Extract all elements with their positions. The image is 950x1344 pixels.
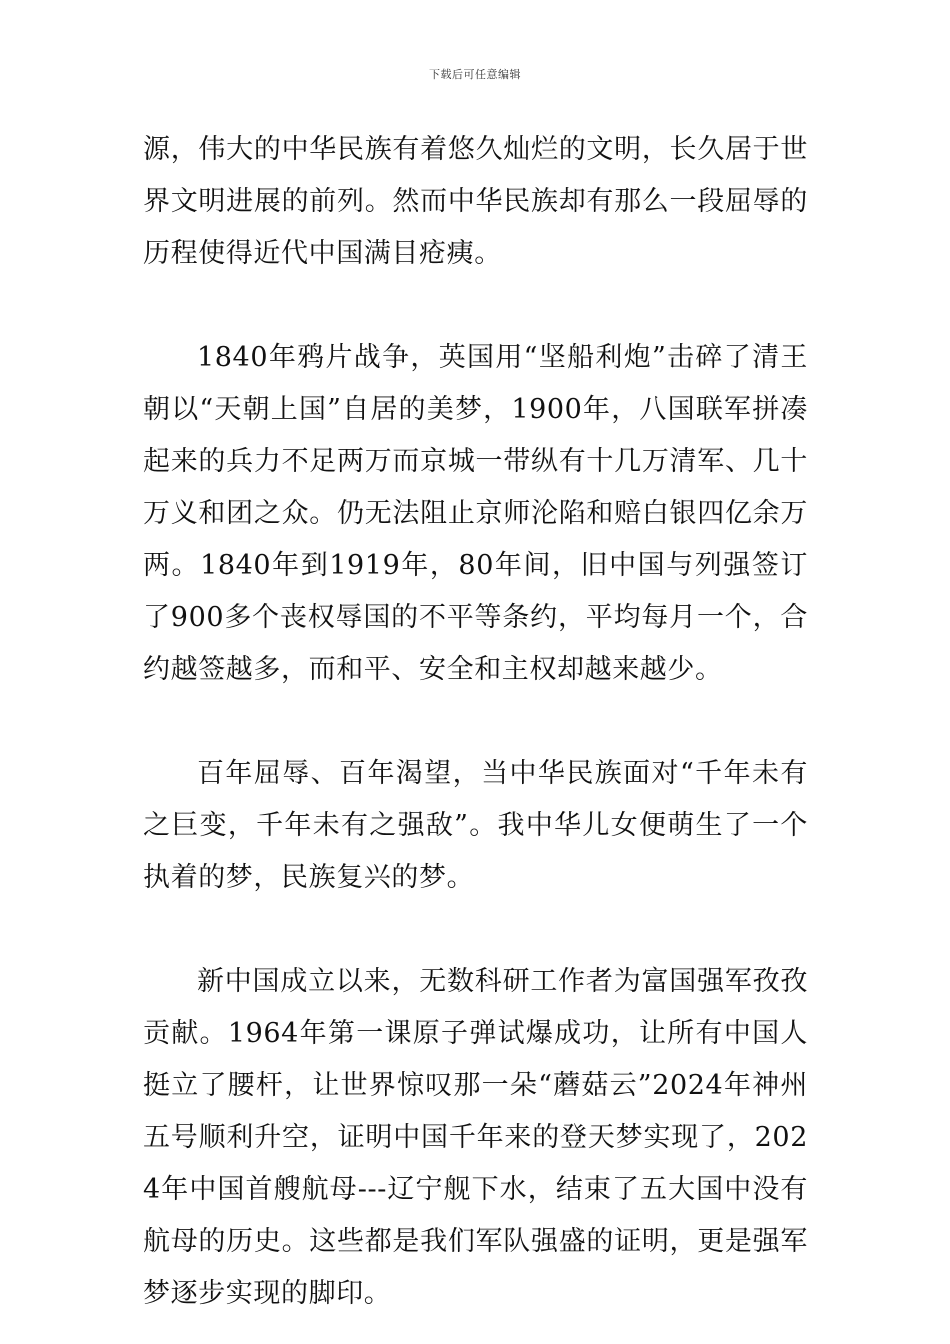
- paragraph-spacer: [143, 280, 808, 332]
- document-body: [143, 124, 808, 1320]
- paragraph-opium-war: 1840年鸦片战争，英国用“坚船利炮”击碎了清王朝以“天朝上国”自居的美梦，1900年，八国联军拼凑起来的兵力不足两万而京城一带纵有十几万清军、几十万义和团之众。仍无法阻止京师沦陷和赔白银四亿余万两。1840年到1919年，80年间，旧中国与列强签订了900多个丧权辱国的不平等条约，平均每月一个，合约越签越多，而和平、安全和主权却越来越少。: [143, 342, 808, 685]
- paragraph-century-humiliation: 百年屈辱、百年渴望，当中华民族面对“千年未有之巨变，千年未有之强敌”。我中华儿女便萌生了一个执着的梦，民族复兴的梦。: [143, 758, 808, 893]
- paragraph-spacer: [143, 696, 808, 748]
- page-header: 下载后可任意编辑: [429, 68, 521, 81]
- paragraph-new-china: 新中国成立以来，无数科研工作者为富国强军孜孜贡献。1964年第一课原子弹试爆成功，让所有中国人挺立了腰杆，让世界惊叹那一朵“蘑菇云”2024年神州五号顺利升空，证明中国千年来的登天梦实现了，2024年中国首艘航母---辽宁舰下水，结束了五大国中没有航母的历史。这些都是我们军队强盛的证明，更是强军梦逐步实现的脚印。: [143, 966, 808, 1309]
- paragraph-spacer: [143, 904, 808, 956]
- paragraph-continuation: 源，伟大的中华民族有着悠久灿烂的文明，长久居于世界文明进展的前列。然而中华民族却有那么一段屈辱的历程使得近代中国满目疮痍。: [143, 134, 808, 269]
